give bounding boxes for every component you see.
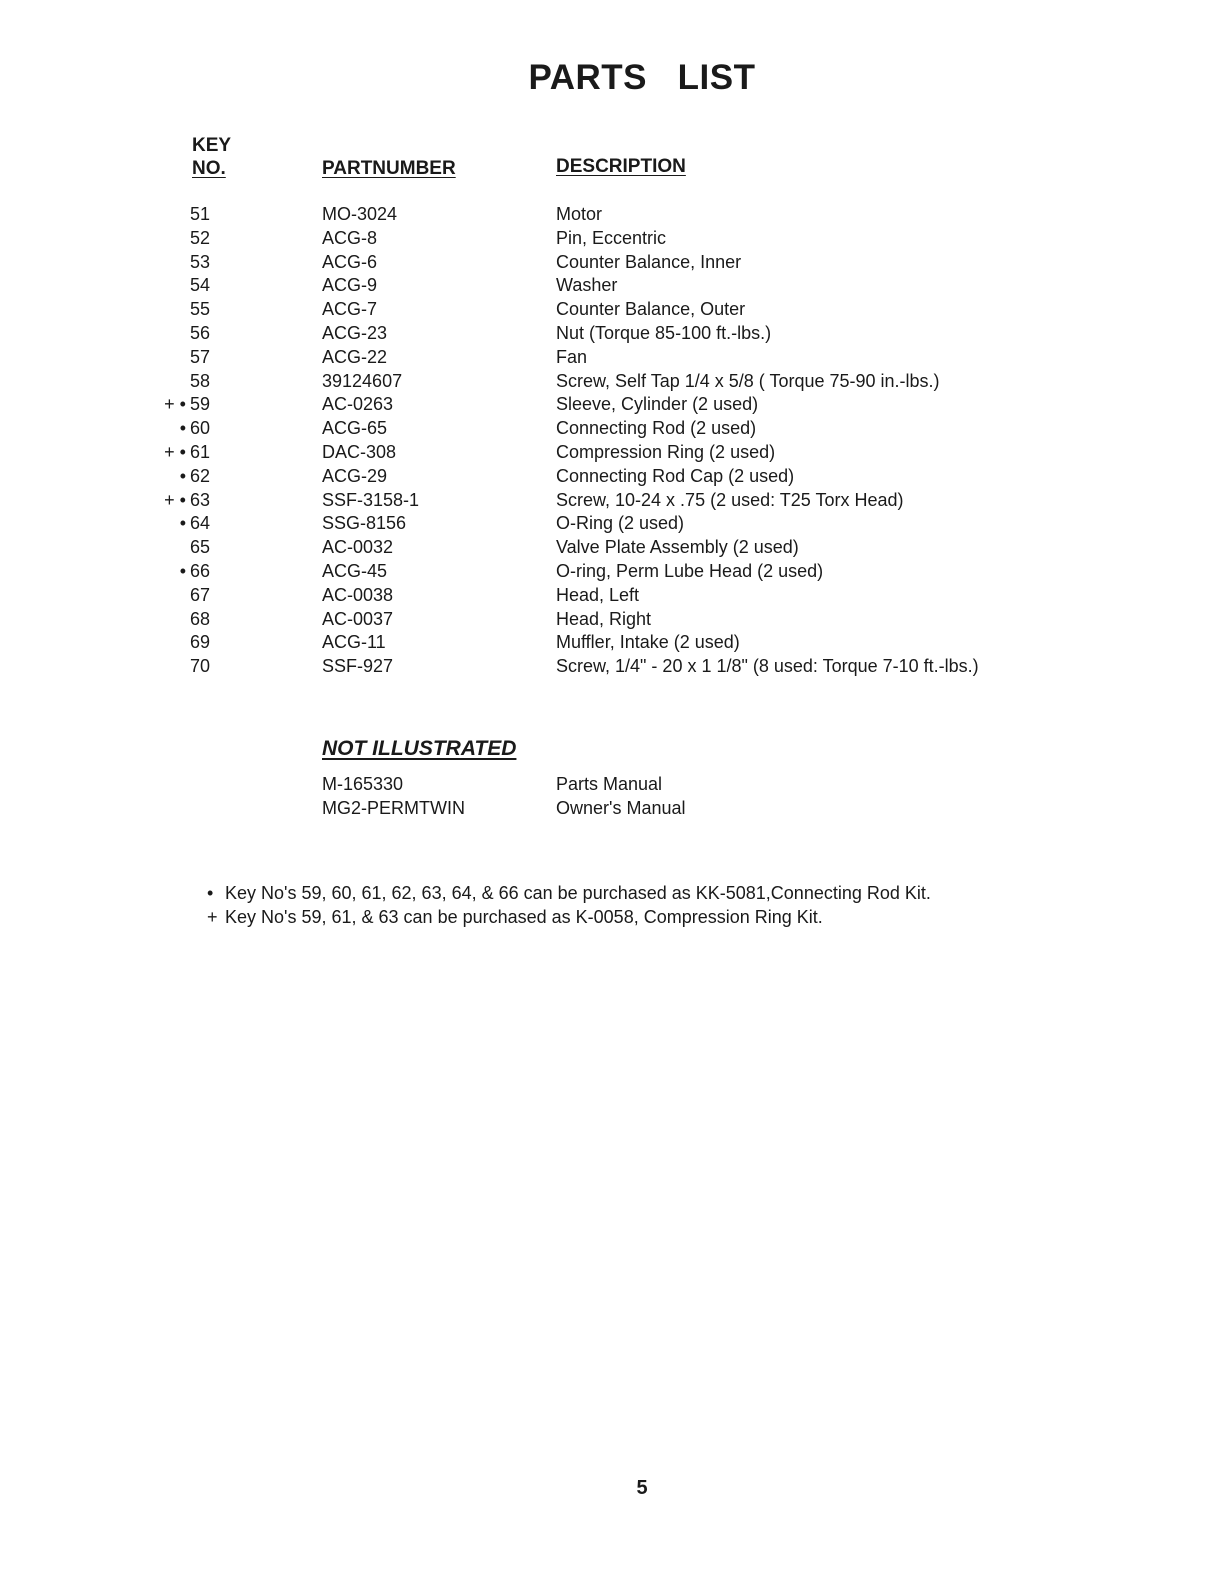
kit-marks: • (179, 418, 186, 439)
part-number: AC-0037 (322, 608, 394, 629)
page-title: PARTS LIST (528, 58, 756, 97)
not-illustrated-row (0, 773, 1224, 797)
footnote (207, 881, 931, 905)
part-number: AC-0032 (322, 537, 394, 558)
part-number: ACG-11 (322, 632, 386, 653)
part-number: ACG-8 (322, 227, 378, 248)
table-row (0, 370, 1224, 394)
key-number: 56 (189, 322, 210, 343)
table-row (0, 298, 1224, 322)
table-row (0, 346, 1224, 370)
part-number: ACG-23 (322, 322, 388, 343)
footnote-text: Key No's 59, 60, 61, 62, 63, 64, & 66 can be purchased as KK-5081,Connecting Rod Kit. (225, 883, 931, 903)
part-description: Screw, Self Tap 1/4 x 5/8 ( Torque 75-90 in.-lbs.) (556, 370, 940, 391)
table-row (0, 227, 1224, 251)
part-number: ACG-6 (322, 251, 378, 272)
part-description: Connecting Rod Cap (2 used) (556, 465, 795, 486)
key-number: 69 (189, 632, 210, 653)
part-number: ACG-22 (322, 346, 388, 367)
key-no-header-line1: KEY (192, 135, 232, 156)
key-number: 70 (189, 656, 210, 677)
part-number: ACG-29 (322, 465, 388, 486)
key-number: 59 (189, 394, 210, 415)
part-description: O-Ring (2 used) (556, 513, 685, 534)
part-number: MG2-PERMTWIN (322, 797, 465, 818)
kit-marks: • (179, 465, 186, 486)
key-number: 61 (189, 441, 210, 462)
table-row (0, 512, 1224, 536)
part-description: Sleeve, Cylinder (2 used) (556, 394, 759, 415)
part-description: Compression Ring (2 used) (556, 441, 776, 462)
footnote-text: Key No's 59, 61, & 63 can be purchased as K-0058, Compression Ring Kit. (225, 907, 823, 927)
kit-marks: • (179, 513, 186, 534)
part-description: Head, Left (556, 584, 640, 605)
key-number: 53 (189, 251, 210, 272)
part-description: Owner's Manual (556, 797, 686, 818)
table-row (0, 584, 1224, 608)
table-row (0, 465, 1224, 489)
footnote (207, 905, 931, 929)
part-number: 39124607 (322, 370, 403, 391)
not-illustrated-list (0, 773, 1224, 821)
footnote-symbol: + (207, 907, 218, 927)
part-number: SSG-8156 (322, 513, 407, 534)
part-number: ACG-45 (322, 560, 388, 581)
part-number: SSF-927 (322, 656, 394, 677)
table-row (0, 560, 1224, 584)
table-row (0, 322, 1224, 346)
key-number: 51 (189, 204, 210, 224)
key-number: 68 (189, 608, 210, 629)
part-description: O-ring, Perm Lube Head (2 used) (556, 560, 824, 581)
part-description: Valve Plate Assembly (2 used) (556, 537, 799, 558)
key-number: 66 (189, 560, 210, 581)
key-number: 64 (189, 513, 210, 534)
table-row (0, 441, 1224, 465)
kit-marks: + • (164, 489, 186, 510)
key-number: 67 (189, 584, 210, 605)
table-row (0, 393, 1224, 417)
key-number: 55 (189, 299, 210, 320)
kit-marks: • (179, 560, 186, 581)
table-row (0, 417, 1224, 441)
table-row (0, 203, 1224, 227)
table-row (0, 489, 1224, 513)
part-number: DAC-308 (322, 441, 397, 462)
kit-marks: + • (164, 441, 186, 462)
kit-marks: + • (164, 394, 186, 415)
part-description: Washer (556, 275, 618, 296)
key-number: 62 (189, 465, 210, 486)
key-number: 54 (189, 275, 210, 296)
table-row (0, 608, 1224, 632)
table-row (0, 251, 1224, 275)
key-number: 60 (189, 418, 210, 439)
key-number: 58 (189, 370, 210, 391)
footnotes (207, 881, 931, 929)
part-description: Parts Manual (556, 774, 663, 794)
part-description: Counter Balance, Outer (556, 299, 746, 320)
part-description: Screw, 10-24 x .75 (2 used: T25 Torx Head) (556, 489, 904, 510)
not-illustrated-title: NOT ILLUSTRATED (322, 737, 517, 760)
part-number: SSF-3158-1 (322, 489, 420, 510)
part-number: M-165330 (322, 774, 404, 794)
part-number: AC-0038 (322, 584, 394, 605)
part-description: Connecting Rod (2 used) (556, 418, 757, 439)
part-description: Screw, 1/4" - 20 x 1 1/8" (8 used: Torque 7-10 ft.-lbs.) (556, 656, 979, 677)
part-number: MO-3024 (322, 204, 398, 224)
key-no-header-line2: NO. (192, 158, 226, 179)
parts-table (0, 203, 1224, 679)
part-description: Counter Balance, Inner (556, 251, 742, 272)
part-number-header: PARTNUMBER (322, 158, 456, 179)
footnote-symbol: • (207, 883, 214, 903)
part-description: Pin, Eccentric (556, 227, 667, 248)
table-row (0, 274, 1224, 298)
part-number: AC-0263 (322, 394, 394, 415)
description-header: DESCRIPTION (556, 156, 686, 177)
table-row (0, 631, 1224, 655)
key-number: 57 (189, 346, 210, 367)
part-number: ACG-7 (322, 299, 378, 320)
part-description: Fan (556, 346, 588, 367)
part-number: ACG-9 (322, 275, 378, 296)
part-description: Muffler, Intake (2 used) (556, 632, 740, 653)
table-row (0, 536, 1224, 560)
key-number: 52 (189, 227, 210, 248)
part-description: Head, Right (556, 608, 652, 629)
part-description: Nut (Torque 85-100 ft.-lbs.) (556, 322, 772, 343)
key-number: 63 (189, 489, 210, 510)
page-number: 5 (636, 1477, 648, 1499)
part-description: Motor (556, 204, 603, 224)
table-row (0, 655, 1224, 679)
part-number: ACG-65 (322, 418, 388, 439)
key-number: 65 (189, 537, 210, 558)
not-illustrated-row (0, 797, 1224, 821)
